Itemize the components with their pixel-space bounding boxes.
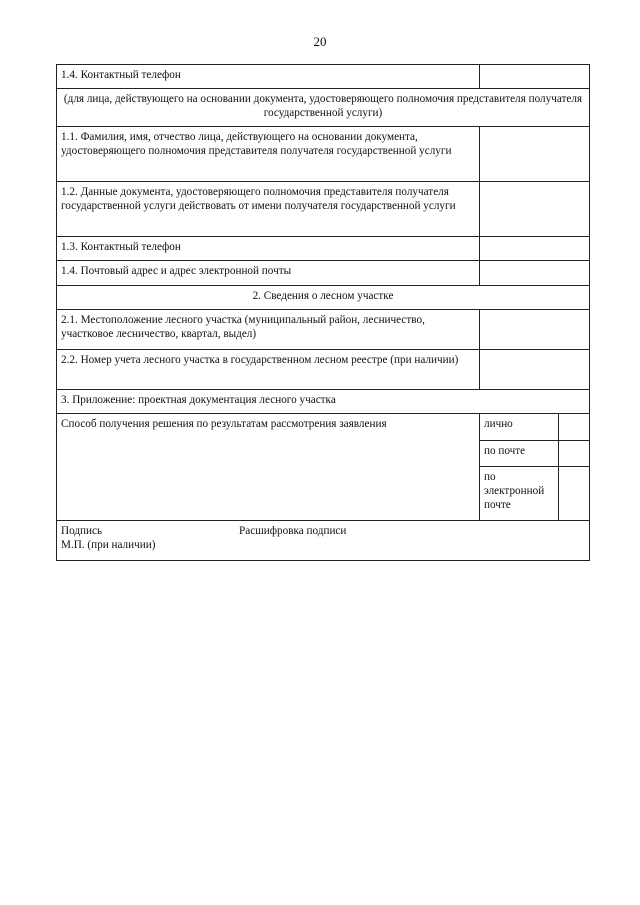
applicant-phone-value-cell[interactable] [480, 65, 590, 89]
table-row [57, 89, 590, 127]
stamp-label: М.П. (при наличии) [61, 539, 156, 551]
signature-decoding-label: Расшифровка подписи [239, 525, 347, 537]
attachment-label: 3. Приложение: проектная документация лесного участка [57, 390, 590, 414]
application-form-table [56, 64, 590, 561]
table-row [57, 65, 590, 89]
rep-phone-value-cell[interactable] [480, 237, 590, 261]
table-row [57, 286, 590, 310]
rep-phone-label: 1.3. Контактный телефон [57, 237, 480, 261]
table-row [57, 390, 590, 414]
table-row [57, 127, 590, 182]
rep-document-label: 1.2. Данные документа, удостоверяющего полномочия представителя получателя государственной услуги действовать от имени получателя государственной услуги [57, 182, 480, 237]
rep-full-name-value-cell[interactable] [480, 127, 590, 182]
representative-section-header: (для лица, действующего на основании документа, удостоверяющего полномочия представителя получателя государственной услуги) [57, 89, 590, 127]
forest-location-value-cell[interactable] [480, 310, 590, 350]
table-row [57, 237, 590, 261]
table-row [57, 310, 590, 350]
table-row [57, 521, 590, 561]
applicant-phone-label: 1.4. Контактный телефон [57, 65, 480, 89]
table-row [57, 261, 590, 286]
rep-full-name-label: 1.1. Фамилия, имя, отчество лица, действующего на основании документа, удостоверяющего полномочия представителя получателя государственной услуги [57, 127, 480, 182]
rep-document-value-cell[interactable] [480, 182, 590, 237]
table-row [57, 414, 590, 441]
rep-address-label: 1.4. Почтовый адрес и адрес электронной почты [57, 261, 480, 286]
forest-registry-value-cell[interactable] [480, 350, 590, 390]
rep-address-value-cell[interactable] [480, 261, 590, 286]
delivery-option-by-mail: по почте [480, 441, 559, 467]
forest-location-label: 2.1. Местоположение лесного участка (муниципальный район, лесничество, участковое лесничество, квартал, выдел) [57, 310, 480, 350]
page-number: 20 [313, 34, 327, 49]
table-row [57, 350, 590, 390]
forest-registry-label: 2.2. Номер учета лесного участка в государственном лесном реестре (при наличии) [57, 350, 480, 390]
delivery-option-in-person: лично [480, 414, 559, 441]
delivery-checkbox-by-mail[interactable] [559, 441, 590, 467]
delivery-method-label: Способ получения решения по результатам рассмотрения заявления [57, 414, 480, 521]
forest-section-header: 2. Сведения о лесном участке [57, 286, 590, 310]
table-row [57, 182, 590, 237]
delivery-checkbox-email[interactable] [559, 467, 590, 521]
signature-block [57, 521, 590, 561]
signature-label: Подпись [61, 525, 103, 537]
delivery-checkbox-in-person[interactable] [559, 414, 590, 441]
delivery-option-email: по электронной почте [480, 467, 559, 521]
